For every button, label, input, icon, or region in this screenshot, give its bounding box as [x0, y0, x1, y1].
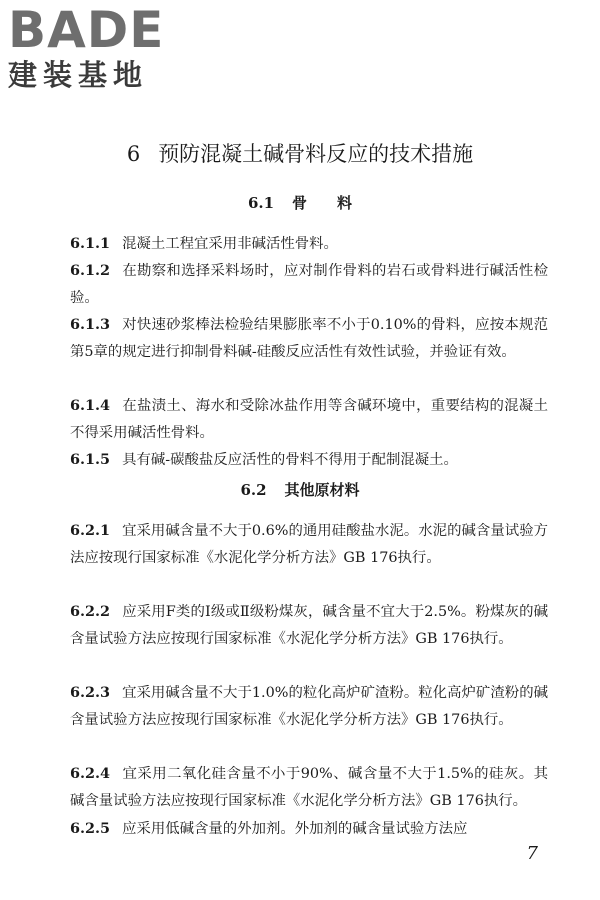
clause-text: 应采用F类的Ⅰ级或Ⅱ级粉煤灰，碱含量不宜大于2.5%。粉煤灰的碱含量试验方法应按现行国家标准《水泥化学分析方法》GB 176执行。	[70, 604, 548, 647]
section-number: 6.2	[240, 481, 267, 499]
page-number: 7	[526, 843, 538, 864]
clause	[70, 517, 548, 572]
clause-number: 6.1.5	[70, 451, 111, 468]
chapter-number: 6	[126, 142, 141, 166]
clause-text: 混凝土工程宜采用非碱活性骨料。	[122, 236, 338, 252]
clause-number: 6.2.5	[70, 820, 111, 837]
clause-number: 6.2.2	[70, 603, 111, 620]
clause-number: 6.1.3	[70, 316, 111, 333]
clause	[70, 230, 548, 258]
chapter-title-text: 预防混凝土碱骨料反应的技术措施	[158, 142, 474, 166]
logo-wordmark: BADE	[8, 1, 165, 59]
clause-number: 6.1.1	[70, 235, 111, 252]
section-number: 6.1	[247, 194, 275, 212]
clause-text: 宜采用碱含量不大于1.0%的粒化高炉矿渣粉。粒化高炉矿渣粉的碱含量试验方法应按现行国家标准《水泥化学分析方法》GB 176执行。	[70, 685, 548, 728]
section-title-text: 骨 料	[292, 194, 353, 212]
clause-number: 6.2.4	[70, 765, 111, 782]
clause	[70, 815, 548, 843]
clause-number: 6.1.2	[70, 262, 111, 279]
section-title	[0, 479, 600, 501]
section-title	[0, 192, 600, 214]
chapter-title	[0, 140, 600, 168]
clause	[70, 760, 548, 815]
clause	[70, 392, 548, 447]
clause-text: 在盐渍土、海水和受除冰盐作用等含碱环境中，重要结构的混凝土不得采用碱活性骨料。	[70, 398, 548, 441]
clause	[70, 598, 548, 653]
clause-text: 应采用低碱含量的外加剂。外加剂的碱含量试验方法应	[122, 821, 468, 837]
clause	[70, 257, 548, 312]
clause-text: 在勘察和选择采料场时，应对制作骨料的岩石或骨料进行碱活性检验。	[70, 263, 548, 306]
clause-text: 宜采用二氧化硅含量不小于90%、碱含量不大于1.5%的硅灰。其碱含量试验方法应按现行国家标准《水泥化学分析方法》GB 176执行。	[70, 766, 548, 809]
logo	[8, 1, 188, 92]
clause-number: 6.1.4	[70, 397, 111, 414]
clause-text: 具有碱-碳酸盐反应活性的骨料不得用于配制混凝土。	[122, 452, 458, 468]
clause	[70, 311, 548, 366]
clause-text: 宜采用碱含量不大于0.6%的通用硅酸盐水泥。水泥的碱含量试验方法应按现行国家标准《水泥化学分析方法》GB 176执行。	[70, 523, 548, 566]
clause	[70, 446, 548, 474]
logo-subtitle: 建装基地	[8, 58, 149, 92]
clause-number: 6.2.3	[70, 684, 111, 701]
section-title-text: 其他原材料	[284, 481, 360, 499]
clause	[70, 679, 548, 734]
clause-text: 对快速砂浆棒法检验结果膨胀率不小于0.10%的骨料，应按本规范第5章的规定进行抑制骨料碱-硅酸反应活性有效性试验，并验证有效。	[70, 317, 548, 360]
clause-number: 6.2.1	[70, 522, 111, 539]
